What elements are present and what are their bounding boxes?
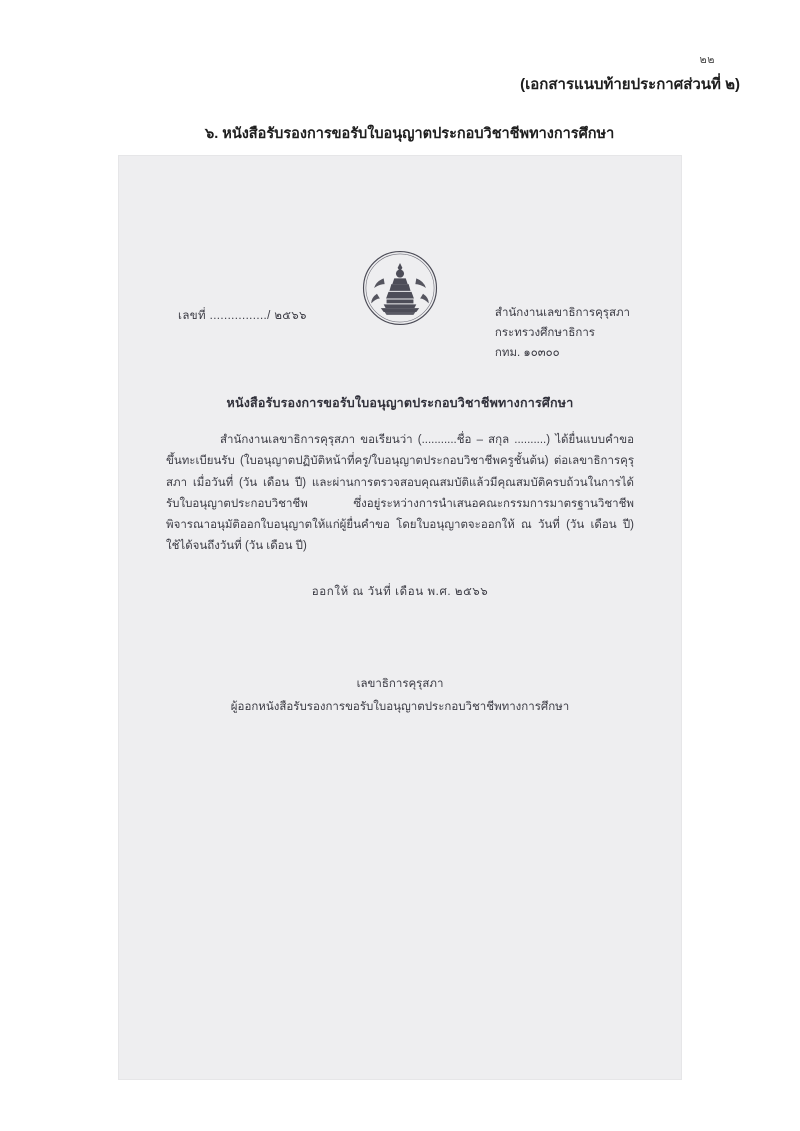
body-paragraph: สำนักงานเลขาธิการคุรุสภา ขอเรียนว่า (...........ชื่อ – สกุล ..........) ได้ยื่นแบบคำขอขึ้นทะเบียนรับ (ใบอนุญาตปฏิบัติหน้าที่ครู/ใบอนุญาตประกอบวิชาชีพครูชั้นต้น) ต่อเลขาธิการคุรุสภา เมื่อวันที่ (วัน เดือน ปี) และผ่านการตรวจสอบคุณสมบัติแล้วมีคุณสมบัติครบถ้วนในการได้รับใบอนุญาตประกอบวิชาชีพ ซึ่งอยู่ระหว่างการนำเสนอคณะกรรมการมาตรฐานวิชาชีพพิจารณาอนุมัติออกใบอนุญาตให้แก่ผู้ยื่นคำขอ โดยใบอนุญาตจะออกให้ ณ วันที่ (วัน เดือน ปี) ใช้ได้จนถึงวันที่ (วัน เดือน ปี) — [166, 434, 634, 553]
org-line-1: สำนักงานเลขาธิการคุรุสภา — [494, 307, 630, 319]
khurusapha-emblem-icon — [352, 240, 448, 336]
document-number: เลขที่ ................/ ๒๕๖๖ — [178, 310, 307, 322]
signature-title: เลขาธิการคุรุสภา — [356, 678, 444, 690]
signature-block — [118, 673, 682, 719]
attachment-note: (เอกสารแนบท้ายประกาศส่วนที่ ๒) — [520, 76, 740, 93]
document-title: หนังสือรับรองการขอรับใบอนุญาตประกอบวิชาชีพทางการศึกษา — [226, 396, 574, 410]
org-line-3: กทม. ๑๐๓๐๐ — [494, 347, 560, 360]
issue-date-line: ออกให้ ณ วันที่ เดือน พ.ศ. ๒๕๖๖ — [311, 586, 489, 598]
page-number: ๒๒ — [699, 54, 715, 66]
signature-role: ผู้ออกหนังสือรับรองการขอรับใบอนุญาตประกอบวิชาชีพทางการศึกษา — [230, 701, 570, 713]
org-line-2: กระทรวงศึกษาธิการ — [494, 327, 595, 340]
organization-address — [495, 303, 630, 363]
section-heading: ๖. หนังสือรับรองการขอรับใบอนุญาตประกอบวิชาชีพทางการศึกษา — [205, 126, 615, 142]
document-body — [166, 430, 634, 558]
certificate-sheet — [118, 155, 682, 1080]
